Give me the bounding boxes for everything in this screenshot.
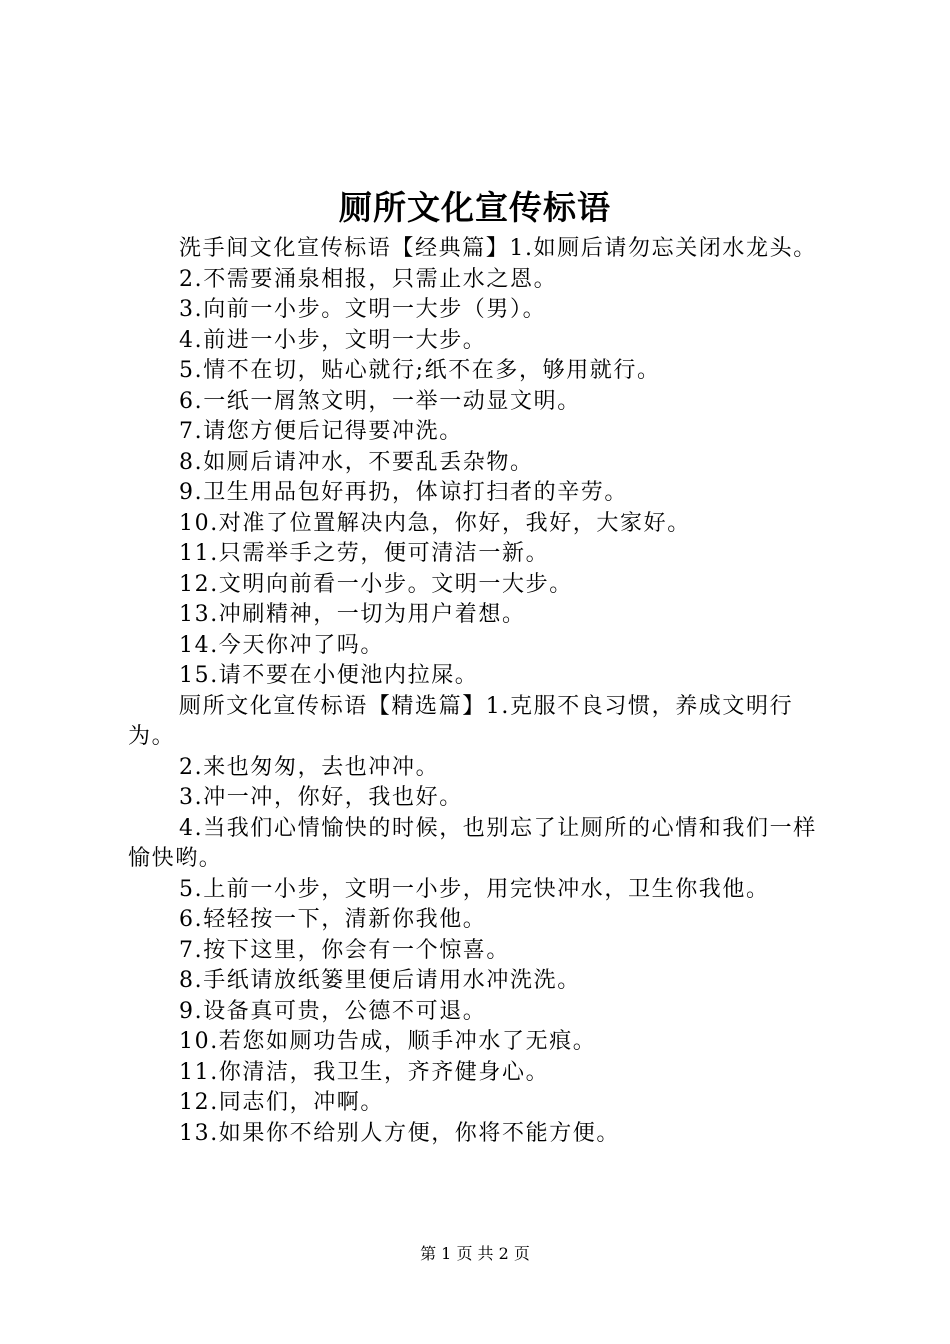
paragraph: 5.情不在切，贴心就行;纸不在多，够用就行。: [179, 358, 661, 383]
paragraph: 6.一纸一屑煞文明，一举一动显文明。: [179, 388, 581, 414]
page-title: 厕所文化宣传标语: [339, 188, 611, 227]
paragraph: 6.轻轻按一下，清新你我他。: [179, 907, 487, 932]
paragraph: 14.今天你冲了吗。: [179, 632, 384, 658]
paragraph: 7.按下这里，你会有一个惊喜。: [179, 937, 510, 963]
paragraph: 15.请不要在小便池内拉屎。: [179, 663, 479, 688]
paragraph: 11.你清洁，我卫生，齐齐健身心。: [179, 1059, 550, 1085]
paragraph: 9.设备真可贵，公德不可退。: [179, 998, 487, 1024]
paragraph: 12.文明向前看一小步。文明一大步。: [179, 571, 573, 597]
paragraph: 2.来也匆匆，去也冲冲。: [179, 754, 440, 780]
paragraph: 11.只需举手之劳，便可清洁一新。: [179, 541, 550, 566]
paragraph: 洗手间文化宣传标语【经典篇】1.如厕后请勿忘关闭水龙头。: [179, 236, 817, 261]
paragraph: 3.冲一冲，你好，我也好。: [179, 785, 463, 810]
paragraph: 7.请您方便后记得要冲洗。: [179, 419, 463, 444]
paragraph: 4.前进一小步，文明一大步。: [179, 327, 487, 353]
paragraph: 5.上前一小步，文明一小步，用完快冲水，卫生你我他。: [179, 876, 770, 902]
paragraph: 2.不需要涌泉相报，只需止水之恩。: [179, 266, 558, 292]
paragraph: 10.若您如厕功告成，顺手冲水了无痕。: [179, 1029, 597, 1054]
paragraph: 8.手纸请放纸篓里便后请用水冲洗洗。: [179, 968, 581, 993]
paragraph: 4.当我们心情愉快的时候，也别忘了让厕所的心情和我们一样愉快哟。: [128, 815, 817, 871]
document-body: [128, 234, 834, 1149]
paragraph: 厕所文化宣传标语【精选篇】1.克服不良习惯，养成文明行为。: [128, 693, 794, 749]
paragraph: 3.向前一小步。文明一大步（男）。: [179, 297, 547, 322]
paragraph: 10.对准了位置解决内急，你好，我好，大家好。: [179, 510, 691, 536]
paragraph: 8.如厕后请冲水，不要乱丢杂物。: [179, 449, 534, 475]
paragraph: 13.如果你不给别人方便，你将不能方便。: [179, 1120, 620, 1146]
paragraph: 13.冲刷精神，一切为用户着想。: [179, 602, 526, 627]
paragraph: 9.卫生用品包好再扔，体谅打扫者的辛劳。: [179, 480, 628, 505]
page-number-footer: 第 1 页 共 2 页: [420, 1244, 530, 1263]
paragraph: 12.同志们，冲啊。: [179, 1090, 384, 1115]
